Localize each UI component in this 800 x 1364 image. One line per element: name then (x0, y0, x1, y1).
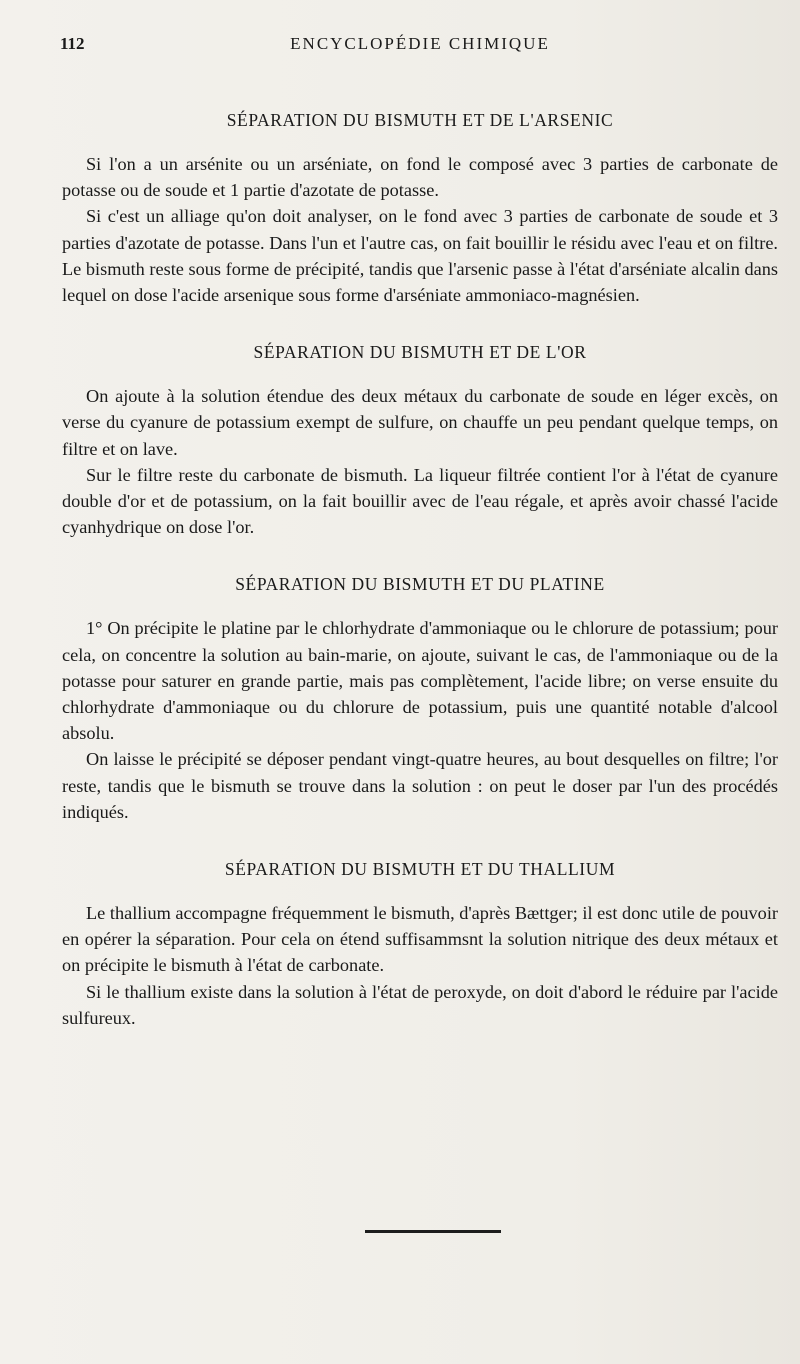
section-title: SÉPARATION DU BISMUTH ET DE L'OR (253, 342, 587, 363)
page-number: 112 (60, 34, 85, 53)
section-title: SÉPARATION DU BISMUTH ET DU PLATINE (235, 574, 605, 595)
section-title: SÉPARATION DU BISMUTH ET DU THALLIUM (224, 859, 616, 880)
section-platine (62, 574, 778, 825)
section-or (62, 342, 778, 540)
end-rule (365, 1230, 501, 1233)
paragraph: Si l'on a un arsénite ou un arséniate, on fond le composé avec 3 parties de carbonate de potasse ou de soude et 1 partie d'azotate de potasse. (62, 154, 778, 201)
paragraph: Le thallium accompagne fréquemment le bismuth, d'après Bættger; il est donc utile de pouvoir en opérer la séparation. Pour cela on étend suffisammsnt la solution nitrique des deux métaux et on précipite le bismuth à l'état de carbonate. (62, 903, 778, 976)
paragraph: On ajoute à la solution étendue des deux métaux du carbonate de soude en léger excès, on verse du cyanure de potassium exempt de sulfure, on chauffe un peu pendant quelque temps, on filtre et on lave. (62, 386, 778, 459)
section-title: SÉPARATION DU BISMUTH ET DE L'ARSENIC (226, 110, 614, 130)
paragraph: Sur le filtre reste du carbonate de bismuth. La liqueur filtrée contient l'or à l'état de cyanure double d'or et de potassium, on la fait bouillir avec de l'eau régale, et après avoir chassé l'acide cyanhydrique on dose l'or. (62, 464, 778, 538)
page-body (62, 110, 778, 1031)
paragraph: Si c'est un alliage qu'on doit analyser, on le fond avec 3 parties de carbonate de soude et 3 parties d'azotate de potasse. Dans l'un et l'autre cas, on fait bouillir le résidu avec l'eau et on filtre. Le bismuth reste sous forme de précipité, tandis que l'arsenic passe à l'état d'arséniate alcalin dans lequel on dose l'acide arsenique sous forme d'arséniate ammoniaco-magnésien. (62, 206, 778, 306)
running-head: ENCYCLOPÉDIE CHIMIQUE (290, 34, 550, 53)
page-header (60, 34, 780, 58)
section-arsenic (62, 110, 778, 308)
paragraph: 1° On précipite le platine par le chlorhydrate d'ammoniaque ou le chlorure de potassium; pour cela, on concentre la solution au bain-marie, on ajoute, suivant le cas, de l'ammoniaque ou de la potasse pour saturer en grande partie, mais pas complètement, l'acide libre; on verse ensuite du chlorhydrate d'ammoniaque ou du chlorure de potassium, puis une quantité notable d'alcool absolu. (62, 618, 778, 744)
paragraph: On laisse le précipité se déposer pendant vingt-quatre heures, au bout desquelles on filtre; l'or reste, tandis que le bismuth se trouve dans la solution : on peut le doser par l'un des procédés indiqués. (62, 749, 778, 822)
paragraph: Si le thallium existe dans la solution à l'état de peroxyde, on doit d'abord le réduire par l'acide sulfureux. (62, 981, 778, 1028)
section-thallium (62, 859, 778, 1031)
